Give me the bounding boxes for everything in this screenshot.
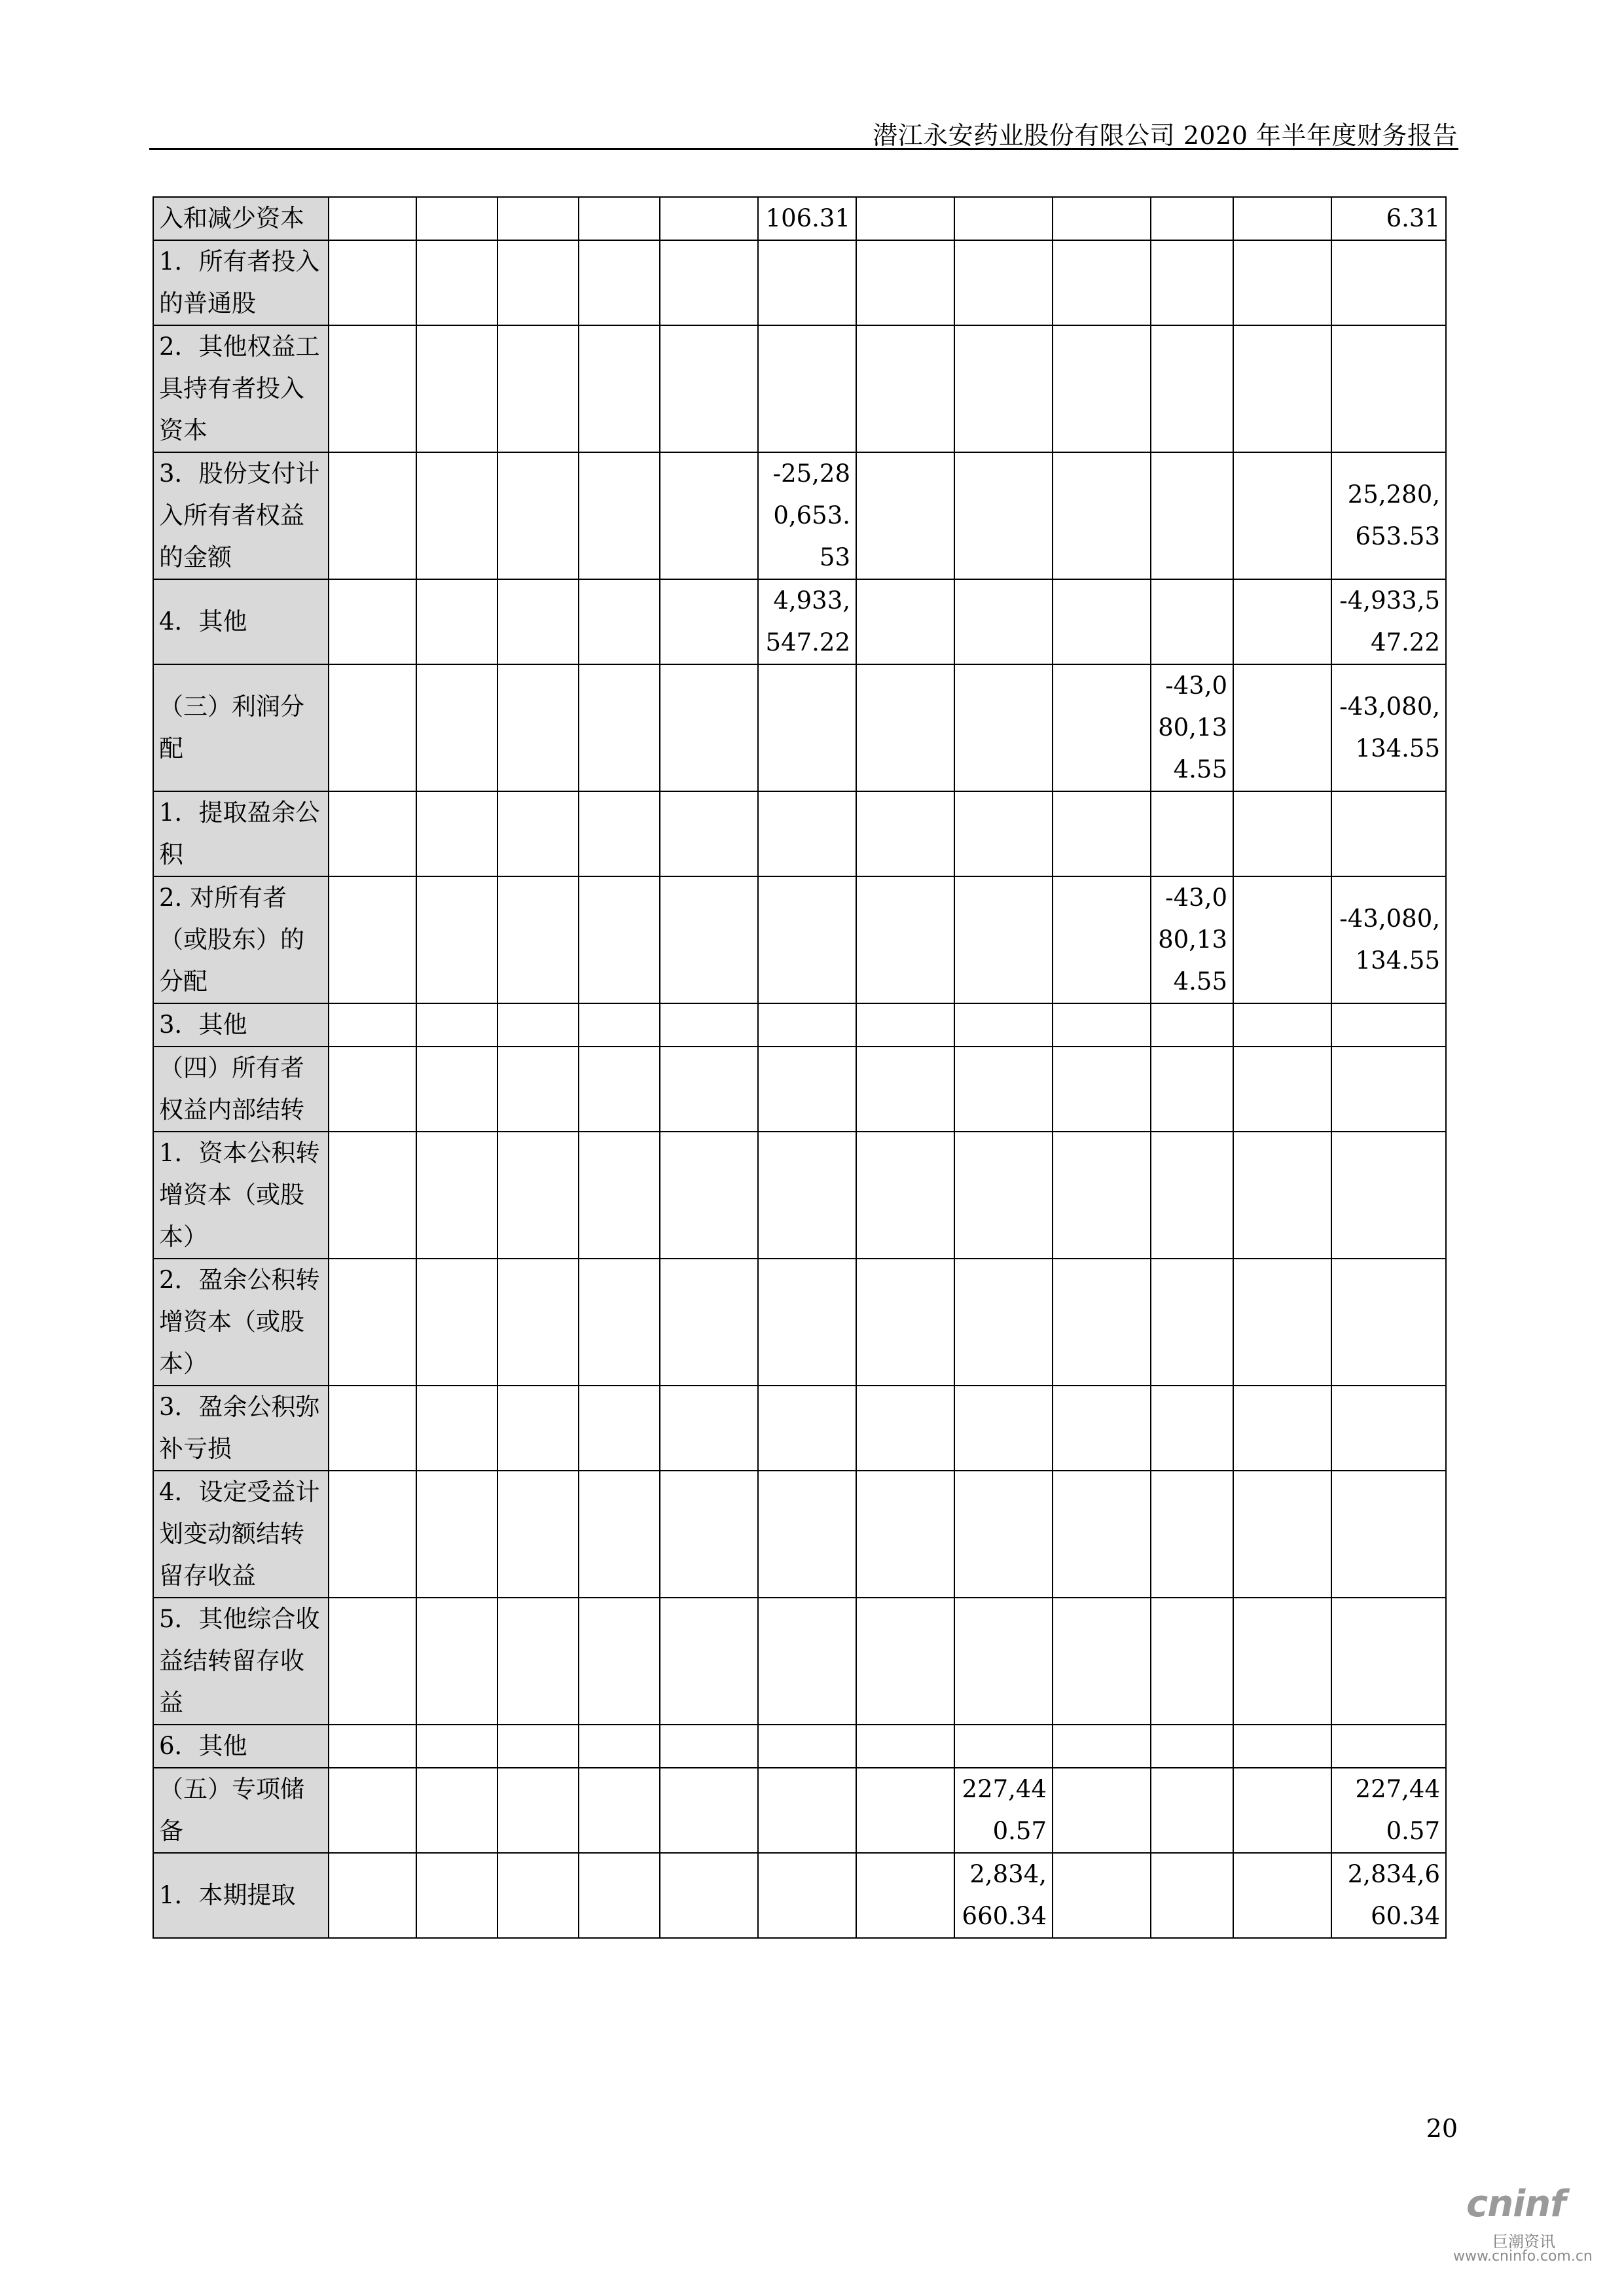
table-cell — [579, 1598, 660, 1725]
table-cell — [497, 240, 579, 325]
table-cell — [660, 240, 758, 325]
table-cell — [329, 1259, 416, 1386]
table-cell — [856, 1853, 954, 1938]
row-item-label: 入和减少资本 — [153, 197, 329, 240]
table-cell — [856, 876, 954, 1003]
equity-changes-table — [153, 196, 1447, 1939]
table-cell — [579, 1132, 660, 1259]
table-cell — [758, 1598, 856, 1725]
table-cell — [758, 240, 856, 325]
table-cell: -25,280,653.53 — [758, 452, 856, 579]
table-cell — [758, 664, 856, 791]
table-cell — [1151, 791, 1233, 876]
table-cell — [856, 1598, 954, 1725]
table-cell — [1151, 1471, 1233, 1598]
row-item-label: 1．资本公积转增资本（或股本） — [153, 1132, 329, 1259]
table-cell — [416, 579, 497, 664]
table-cell — [497, 1853, 579, 1938]
table-row — [153, 876, 1446, 1003]
table-cell — [1151, 240, 1233, 325]
table-cell — [1053, 1132, 1151, 1259]
table-cell — [856, 197, 954, 240]
table-cell — [497, 1047, 579, 1132]
table-cell — [660, 1259, 758, 1386]
header-divider — [149, 148, 1458, 150]
table-cell — [1233, 664, 1331, 791]
table-cell — [856, 1047, 954, 1132]
table-cell — [1331, 1598, 1446, 1725]
table-cell — [497, 1259, 579, 1386]
table-cell — [579, 1768, 660, 1853]
table-cell — [416, 1768, 497, 1853]
table-cell — [758, 1725, 856, 1768]
table-row — [153, 1259, 1446, 1386]
table-cell — [416, 876, 497, 1003]
table-row — [153, 1768, 1446, 1853]
table-cell — [416, 240, 497, 325]
table-cell — [497, 1132, 579, 1259]
table-cell — [1053, 325, 1151, 452]
table-cell: 4,933,547.22 — [758, 579, 856, 664]
table-cell — [1233, 1725, 1331, 1768]
table-cell — [954, 1386, 1053, 1471]
table-row — [153, 1853, 1446, 1938]
table-row — [153, 1132, 1446, 1259]
table-cell — [579, 1725, 660, 1768]
table-cell — [416, 197, 497, 240]
table-cell — [856, 579, 954, 664]
table-cell — [660, 791, 758, 876]
table-cell — [1151, 1047, 1233, 1132]
table-cell — [660, 1853, 758, 1938]
table-cell — [416, 1853, 497, 1938]
table-cell — [954, 452, 1053, 579]
row-item-label: 1．本期提取 — [153, 1853, 329, 1938]
table-cell — [579, 1853, 660, 1938]
table-cell — [660, 579, 758, 664]
table-cell — [1151, 1259, 1233, 1386]
table-cell — [954, 1598, 1053, 1725]
table-cell — [1151, 1598, 1233, 1725]
table-cell: 25,280,653.53 — [1331, 452, 1446, 579]
table-cell — [856, 240, 954, 325]
table-cell — [1331, 791, 1446, 876]
table-cell — [329, 1132, 416, 1259]
table-cell — [329, 325, 416, 452]
table-cell — [416, 1047, 497, 1132]
table-cell — [497, 579, 579, 664]
table-cell — [758, 876, 856, 1003]
table-cell — [1053, 791, 1151, 876]
table-cell — [416, 452, 497, 579]
table-cell — [497, 1725, 579, 1768]
table-cell — [579, 1003, 660, 1047]
table-cell — [579, 664, 660, 791]
table-cell — [1151, 1853, 1233, 1938]
table-cell — [1053, 1598, 1151, 1725]
table-cell — [497, 1003, 579, 1047]
table-cell — [758, 1471, 856, 1598]
table-cell: -43,080,134.55 — [1151, 664, 1233, 791]
logo-url: www.cninfo.com.cn — [1453, 2248, 1593, 2265]
table-row — [153, 1725, 1446, 1768]
table-cell — [660, 876, 758, 1003]
table-cell — [1233, 1471, 1331, 1598]
table-cell — [1331, 1003, 1446, 1047]
table-cell — [329, 1598, 416, 1725]
table-cell — [497, 452, 579, 579]
table-cell — [579, 579, 660, 664]
row-item-label: 2．盈余公积转增资本（或股本） — [153, 1259, 329, 1386]
table-cell: -4,933,547.22 — [1331, 579, 1446, 664]
table-cell — [416, 1386, 497, 1471]
table-cell — [416, 325, 497, 452]
page-number: 20 — [1426, 2114, 1458, 2143]
table-cell — [497, 664, 579, 791]
table-cell — [954, 240, 1053, 325]
table-cell — [758, 1003, 856, 1047]
table-row — [153, 1047, 1446, 1132]
table-cell — [416, 664, 497, 791]
table-cell: 6.31 — [1331, 197, 1446, 240]
table-cell: 2,834,660.34 — [1331, 1853, 1446, 1938]
table-cell — [660, 1471, 758, 1598]
table-cell — [1233, 1047, 1331, 1132]
row-item-label: 6．其他 — [153, 1725, 329, 1768]
row-item-label: 1．所有者投入的普通股 — [153, 240, 329, 325]
row-item-label: 1．提取盈余公积 — [153, 791, 329, 876]
table-cell — [329, 240, 416, 325]
table-cell — [1053, 579, 1151, 664]
table-cell — [954, 664, 1053, 791]
table-cell — [856, 791, 954, 876]
table-cell — [329, 664, 416, 791]
table-row — [153, 452, 1446, 579]
row-item-label: 2. 对所有者（或股东）的分配 — [153, 876, 329, 1003]
row-item-label: 3．盈余公积弥补亏损 — [153, 1386, 329, 1471]
row-item-label: 2．其他权益工具持有者投入资本 — [153, 325, 329, 452]
table-row — [153, 1003, 1446, 1047]
table-cell — [1233, 1386, 1331, 1471]
table-cell — [1053, 1471, 1151, 1598]
table-cell — [1151, 197, 1233, 240]
table-cell — [954, 1259, 1053, 1386]
table-cell — [579, 197, 660, 240]
table-row — [153, 1386, 1446, 1471]
table-cell — [416, 1471, 497, 1598]
table-cell — [1233, 325, 1331, 452]
table-cell — [954, 579, 1053, 664]
table-cell — [1331, 1259, 1446, 1386]
table-cell — [1233, 452, 1331, 579]
table-row — [153, 664, 1446, 791]
table-cell — [416, 1003, 497, 1047]
table-cell — [1151, 1725, 1233, 1768]
table-cell — [660, 1386, 758, 1471]
table-cell — [954, 791, 1053, 876]
table-cell — [1233, 1003, 1331, 1047]
table-cell — [1053, 1259, 1151, 1386]
table-cell — [660, 1047, 758, 1132]
row-item-label: （五）专项储备 — [153, 1768, 329, 1853]
table-cell — [1053, 1768, 1151, 1853]
table-cell — [579, 1386, 660, 1471]
table-cell — [1331, 1047, 1446, 1132]
table-cell — [1053, 1047, 1151, 1132]
table-cell — [579, 1047, 660, 1132]
table-cell — [1053, 664, 1151, 791]
table-cell — [660, 1132, 758, 1259]
report-header-title: 潜江永安药业股份有限公司 2020 年半年度财务报告 — [873, 121, 1458, 150]
table-cell — [758, 325, 856, 452]
table-cell — [329, 197, 416, 240]
table-cell — [497, 197, 579, 240]
logo-chinese-name: 巨潮资讯 — [1492, 2233, 1555, 2251]
table-cell — [1053, 1853, 1151, 1938]
table-cell — [954, 1471, 1053, 1598]
table-cell: 227,440.57 — [1331, 1768, 1446, 1853]
table-cell: -43,080,134.55 — [1331, 876, 1446, 1003]
table-cell — [856, 1725, 954, 1768]
table-cell — [497, 1386, 579, 1471]
table-cell — [579, 452, 660, 579]
table-cell — [329, 876, 416, 1003]
table-cell — [497, 791, 579, 876]
table-cell — [1331, 1725, 1446, 1768]
table-cell — [856, 452, 954, 579]
table-cell — [497, 876, 579, 1003]
table-cell — [954, 197, 1053, 240]
table-row — [153, 1598, 1446, 1725]
table-cell — [758, 1768, 856, 1853]
table-cell — [329, 1725, 416, 1768]
table-cell — [954, 1725, 1053, 1768]
table-cell — [416, 1259, 497, 1386]
row-item-label: 3．其他 — [153, 1003, 329, 1047]
table-cell — [758, 791, 856, 876]
table-cell — [1151, 452, 1233, 579]
table-cell — [660, 1598, 758, 1725]
table-cell — [660, 197, 758, 240]
table-cell — [1331, 1471, 1446, 1598]
table-cell — [1233, 1598, 1331, 1725]
table-cell — [758, 1132, 856, 1259]
table-cell — [1053, 876, 1151, 1003]
table-cell — [329, 1003, 416, 1047]
table-cell — [954, 1003, 1053, 1047]
table-cell — [1233, 791, 1331, 876]
table-cell — [329, 1768, 416, 1853]
table-cell — [329, 1471, 416, 1598]
table-cell — [1331, 325, 1446, 452]
table-cell: -43,080,134.55 — [1151, 876, 1233, 1003]
table-cell — [1053, 452, 1151, 579]
table-cell: -43,080,134.55 — [1331, 664, 1446, 791]
table-cell — [1151, 1003, 1233, 1047]
row-item-label: 3．股份支付计入所有者权益的金额 — [153, 452, 329, 579]
table-cell — [1053, 240, 1151, 325]
table-cell — [758, 1259, 856, 1386]
table-cell — [579, 791, 660, 876]
table-cell — [579, 240, 660, 325]
table-cell — [1053, 1003, 1151, 1047]
table-cell — [758, 1047, 856, 1132]
table-cell — [1331, 240, 1446, 325]
table-row — [153, 1471, 1446, 1598]
table-cell — [1233, 197, 1331, 240]
table-cell — [1053, 1386, 1151, 1471]
table-cell — [329, 1853, 416, 1938]
table-cell — [856, 1386, 954, 1471]
table-row — [153, 579, 1446, 664]
table-cell — [856, 325, 954, 452]
table-cell — [329, 452, 416, 579]
table-cell — [1233, 1853, 1331, 1938]
table-cell — [856, 664, 954, 791]
table-cell — [1233, 1132, 1331, 1259]
row-item-label: 5．其他综合收益结转留存收益 — [153, 1598, 329, 1725]
table-cell — [329, 791, 416, 876]
table-cell — [954, 876, 1053, 1003]
table-cell — [758, 1386, 856, 1471]
table-cell: 106.31 — [758, 197, 856, 240]
table-cell — [1053, 1725, 1151, 1768]
table-cell — [329, 579, 416, 664]
row-item-label: （三）利润分配 — [153, 664, 329, 791]
table-row — [153, 240, 1446, 325]
table-cell — [856, 1471, 954, 1598]
table-cell — [1233, 1768, 1331, 1853]
table-cell — [1151, 579, 1233, 664]
cninfo-logo — [1453, 2183, 1593, 2265]
table-cell — [1331, 1386, 1446, 1471]
table-row — [153, 325, 1446, 452]
table-cell — [856, 1132, 954, 1259]
table-cell — [497, 325, 579, 452]
table-cell — [497, 1768, 579, 1853]
table-cell — [660, 325, 758, 452]
table-cell — [1151, 1768, 1233, 1853]
table-cell — [660, 1768, 758, 1853]
table-cell — [758, 1853, 856, 1938]
table-cell — [856, 1003, 954, 1047]
table-cell — [497, 1598, 579, 1725]
table-cell — [1233, 579, 1331, 664]
table-row — [153, 791, 1446, 876]
table-cell — [1331, 1132, 1446, 1259]
table-cell — [1053, 197, 1151, 240]
table-cell — [954, 1047, 1053, 1132]
row-item-label: （四）所有者权益内部结转 — [153, 1047, 329, 1132]
table-cell — [416, 1598, 497, 1725]
table-cell — [416, 1132, 497, 1259]
table-cell — [660, 452, 758, 579]
table-cell — [1233, 876, 1331, 1003]
table-cell — [954, 1132, 1053, 1259]
table-cell: 227,440.57 — [954, 1768, 1053, 1853]
table-cell — [1233, 1259, 1331, 1386]
table-cell — [579, 1259, 660, 1386]
table-cell — [856, 1259, 954, 1386]
table-cell — [660, 1725, 758, 1768]
table-cell: 2,834,660.34 — [954, 1853, 1053, 1938]
table-cell — [660, 1003, 758, 1047]
table-cell — [856, 1768, 954, 1853]
table-cell — [660, 664, 758, 791]
table-cell — [1151, 1386, 1233, 1471]
row-item-label: 4．其他 — [153, 579, 329, 664]
table-cell — [579, 1471, 660, 1598]
table-cell — [416, 791, 497, 876]
table-cell — [1151, 325, 1233, 452]
table-cell — [416, 1725, 497, 1768]
table-cell — [954, 325, 1053, 452]
row-item-label: 4．设定受益计划变动额结转留存收益 — [153, 1471, 329, 1598]
table-cell — [1151, 1132, 1233, 1259]
logo-wordmark: cninf — [1466, 2183, 1566, 2225]
table-cell — [579, 325, 660, 452]
table-cell — [329, 1386, 416, 1471]
table-cell — [579, 876, 660, 1003]
table-row — [153, 197, 1446, 240]
table-cell — [329, 1047, 416, 1132]
table-cell — [497, 1471, 579, 1598]
table-cell — [1233, 240, 1331, 325]
